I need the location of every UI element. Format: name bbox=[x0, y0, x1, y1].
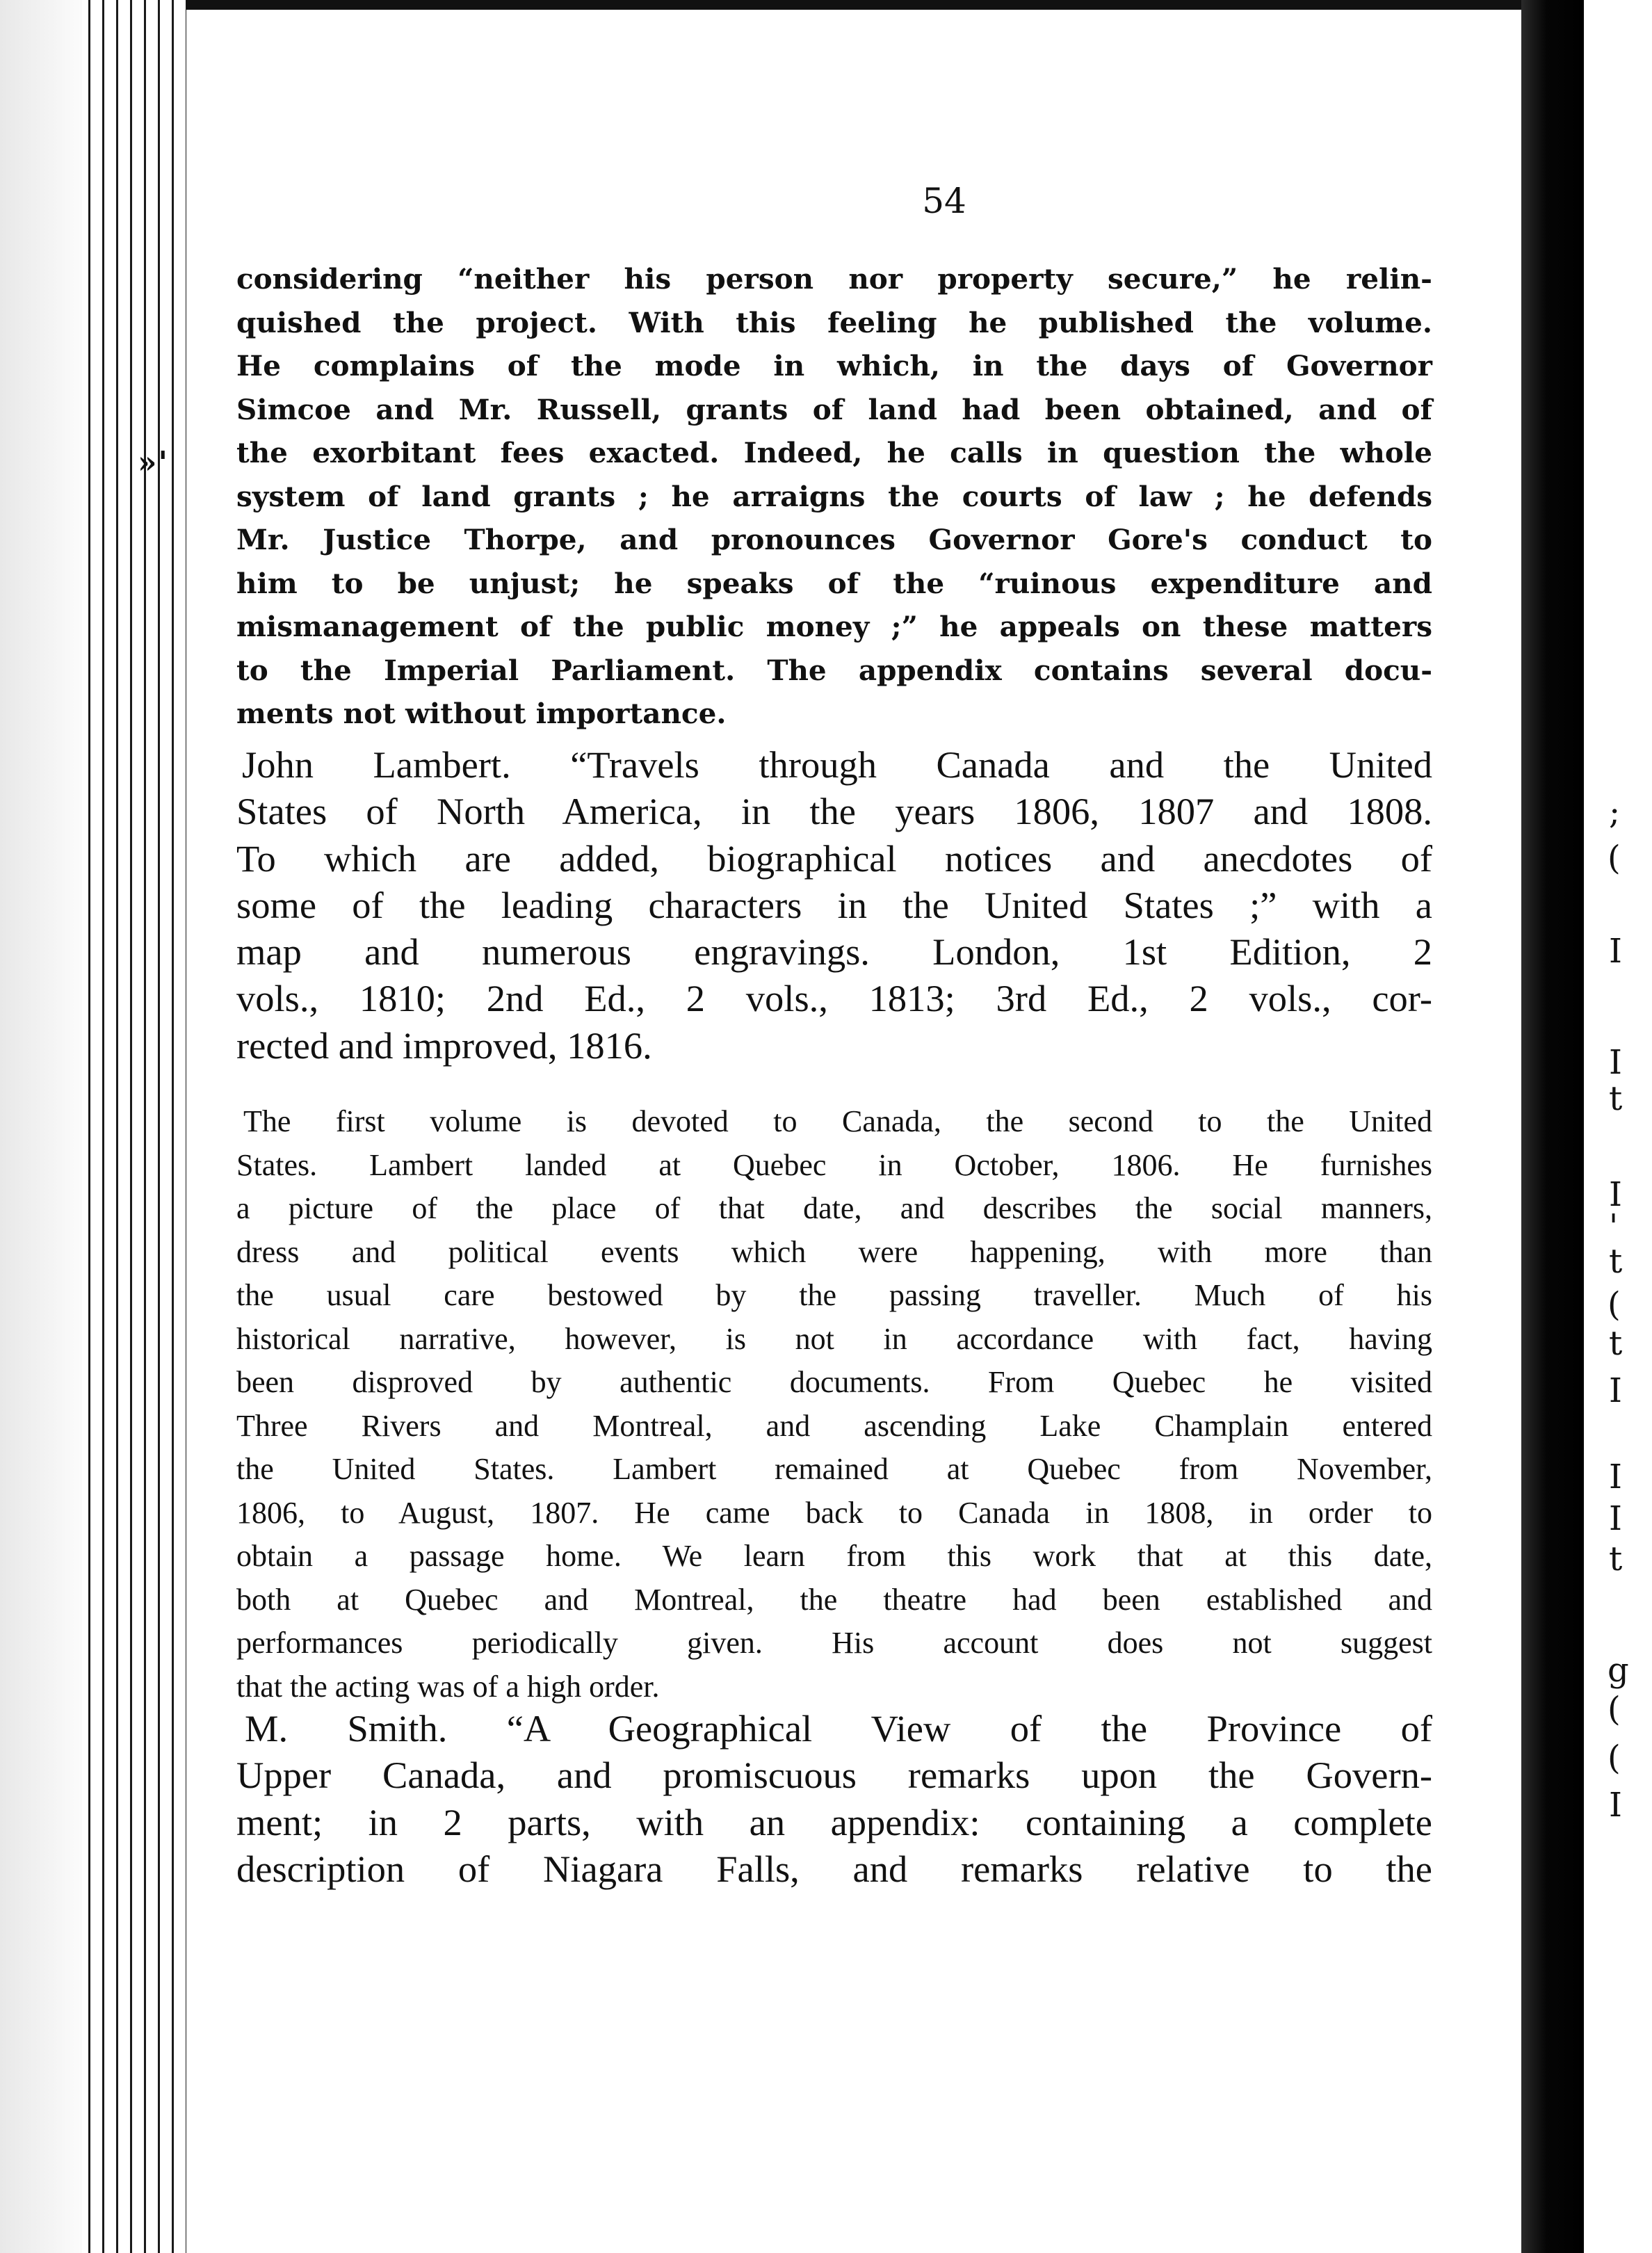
facing-glyph: t bbox=[1609, 1242, 1623, 1281]
text-line: both at Quebec and Montreal, the theatre had been established and bbox=[236, 1582, 1432, 1617]
entry-m-smith bbox=[236, 1705, 1432, 1892]
stacked-page-edges bbox=[82, 0, 186, 2253]
facing-glyph: t bbox=[1609, 1079, 1623, 1118]
text-line: that the acting was of a high order. bbox=[236, 1669, 660, 1704]
text-line: vols., 1810; 2nd Ed., 2 vols., 1813; 3rd Ed., 2 vols., cor- bbox=[236, 977, 1432, 1020]
facing-glyph: ' bbox=[1609, 1207, 1619, 1246]
facing-glyph: ; bbox=[1609, 793, 1621, 832]
text-line: States of North America, in the years 1806, 1807 and 1808. bbox=[236, 790, 1432, 833]
facing-glyph: I bbox=[1609, 1786, 1622, 1825]
text-line: Mr. Justice Thorpe, and pronounces Governor Gore's conduct to bbox=[236, 523, 1432, 556]
text-line: system of land grants ; he arraigns the courts of law ; he defends bbox=[236, 479, 1432, 513]
text-line: him to be unjust; he speaks of the “ruinous expenditure and bbox=[236, 566, 1432, 600]
text-line: obtain a passage home. We learn from this work that at this date, bbox=[236, 1539, 1432, 1573]
paragraph-thorpe-review bbox=[236, 257, 1432, 736]
text-line: historical narrative, however, is not in accordance with fact, having bbox=[236, 1321, 1432, 1356]
text-line: the exorbitant fees exacted. Indeed, he calls in question the whole bbox=[236, 436, 1432, 469]
text-line: map and numerous engravings. London, 1st Edition, 2 bbox=[236, 930, 1432, 974]
facing-glyph: ( bbox=[1608, 1690, 1621, 1729]
facing-glyph: I bbox=[1609, 1175, 1622, 1214]
text-line: ment; in 2 parts, with an appendix: containing a complete bbox=[236, 1800, 1432, 1843]
facing-glyph: t bbox=[1609, 1324, 1623, 1363]
text-line: States. Lambert landed at Quebec in October, 1806. He furnishes bbox=[236, 1147, 1432, 1182]
text-line: description of Niagara Falls, and remarks relative to the bbox=[236, 1847, 1432, 1890]
text-line: ments not without importance. bbox=[236, 697, 727, 730]
text-line: Simcoe and Mr. Russell, grants of land had been obtained, and of bbox=[236, 392, 1432, 426]
facing-glyph: t bbox=[1609, 1540, 1623, 1578]
facing-glyph: I bbox=[1609, 1371, 1622, 1410]
facing-glyph: I bbox=[1609, 1499, 1622, 1538]
text-line: M. Smith. “A Geographical View of the Province of bbox=[245, 1707, 1432, 1750]
facing-glyph: I bbox=[1609, 1043, 1622, 1082]
text-line: a picture of the place of that date, and describes the social manners, bbox=[236, 1191, 1432, 1225]
facing-page-edge bbox=[1584, 0, 1652, 2253]
text-line: He complains of the mode in which, in the days of Governor bbox=[236, 349, 1432, 382]
text-line: some of the leading characters in the United States ;” with a bbox=[236, 883, 1432, 926]
text-line: John Lambert. “Travels through Canada and the United bbox=[242, 743, 1432, 786]
facing-glyph: I bbox=[1609, 1457, 1622, 1496]
text-line: performances periodically given. His account does not suggest bbox=[236, 1626, 1432, 1660]
text-line: mismanagement of the public money ;” he appeals on these matters bbox=[236, 610, 1432, 643]
text-line: the usual care bestowed by the passing traveller. Much of his bbox=[236, 1278, 1432, 1312]
text-line: the United States. Lambert remained at Quebec from November, bbox=[236, 1452, 1432, 1486]
facing-glyph: ( bbox=[1608, 1738, 1621, 1777]
text-line: Three Rivers and Montreal, and ascending Lake Champlain entered bbox=[236, 1408, 1432, 1443]
text-line: considering “neither his person nor property secure,” he relin- bbox=[236, 262, 1432, 296]
top-scan-border bbox=[0, 0, 1652, 10]
facing-glyph: ( bbox=[1608, 1285, 1621, 1324]
book-gutter bbox=[1521, 0, 1584, 2253]
text-line: 1806, to August, 1807. He came back to Canada in 1808, in order to bbox=[236, 1495, 1432, 1530]
facing-glyph: g bbox=[1608, 1651, 1629, 1690]
facing-glyph: I bbox=[1609, 932, 1622, 971]
text-line: quished the project. With this feeling he published the volume. bbox=[236, 305, 1432, 339]
facing-glyph: ( bbox=[1608, 839, 1621, 878]
edge-mark: »' bbox=[138, 445, 169, 481]
paragraph-lambert-review bbox=[236, 1100, 1432, 1709]
text-line: dress and political events which were happening, with more than bbox=[236, 1234, 1432, 1269]
page-number: 54 bbox=[922, 181, 966, 221]
text-line: To which are added, biographical notices and anecdotes of bbox=[236, 837, 1432, 880]
text-line: The first volume is devoted to Canada, the second to the United bbox=[243, 1104, 1432, 1138]
text-line: Upper Canada, and promiscuous remarks upon the Govern- bbox=[236, 1754, 1432, 1797]
entry-john-lambert bbox=[236, 741, 1432, 1069]
text-line: been disproved by authentic documents. From Quebec he visited bbox=[236, 1365, 1432, 1399]
text-line: rected and improved, 1816. bbox=[236, 1024, 652, 1067]
text-line: to the Imperial Parliament. The appendix contains several docu- bbox=[236, 653, 1432, 687]
